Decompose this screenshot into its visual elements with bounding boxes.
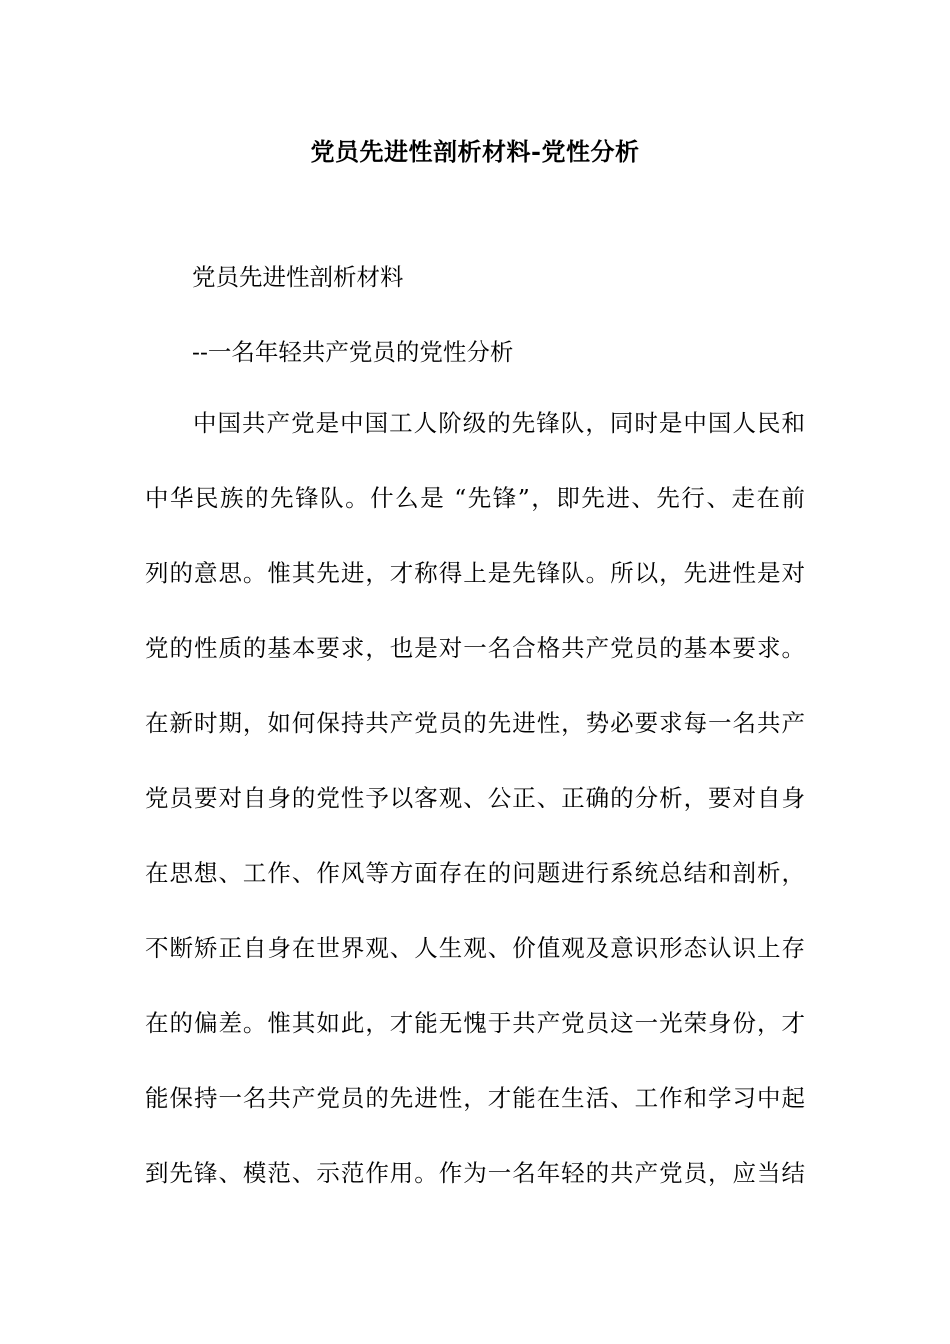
body-line: 能保持一名共产党员的先进性，才能在生活、工作和学习中起 xyxy=(145,1084,805,1112)
document-title: 党员先进性剖析材料-党性分析 xyxy=(310,137,640,166)
body-line: 党的性质的基本要求，也是对一名合格共产党员的基本要求。 xyxy=(145,634,805,662)
body-line: 在的偏差。惟其如此，才能无愧于共产党员这一光荣身份，才 xyxy=(145,1009,805,1037)
body-line: 在新时期，如何保持共产党员的先进性，势必要求每一名共产 xyxy=(145,709,805,737)
subheading-title: 党员先进性剖析材料 xyxy=(192,263,404,291)
body-line: 中华民族的先锋队。什么是 “先锋”，即先进、先行、走在前 xyxy=(145,484,805,512)
body-line: 到先锋、模范、示范作用。作为一名年轻的共产党员，应当结 xyxy=(145,1159,805,1187)
body-line: 列的意思。惟其先进，才称得上是先锋队。所以，先进性是对 xyxy=(145,559,805,587)
body-line: 党员要对自身的党性予以客观、公正、正确的分析，要对自身 xyxy=(145,784,805,812)
body-paragraph xyxy=(145,403,805,1228)
subheading-subtitle: --一名年轻共产党员的党性分析 xyxy=(192,338,514,366)
body-line: 在思想、工作、作风等方面存在的问题进行系统总结和剖析， xyxy=(145,859,805,887)
body-line: 中国共产党是中国工人阶级的先锋队，同时是中国人民和 xyxy=(193,409,805,437)
body-line: 不断矫正自身在世界观、人生观、价值观及意识形态认识上存 xyxy=(145,934,805,962)
